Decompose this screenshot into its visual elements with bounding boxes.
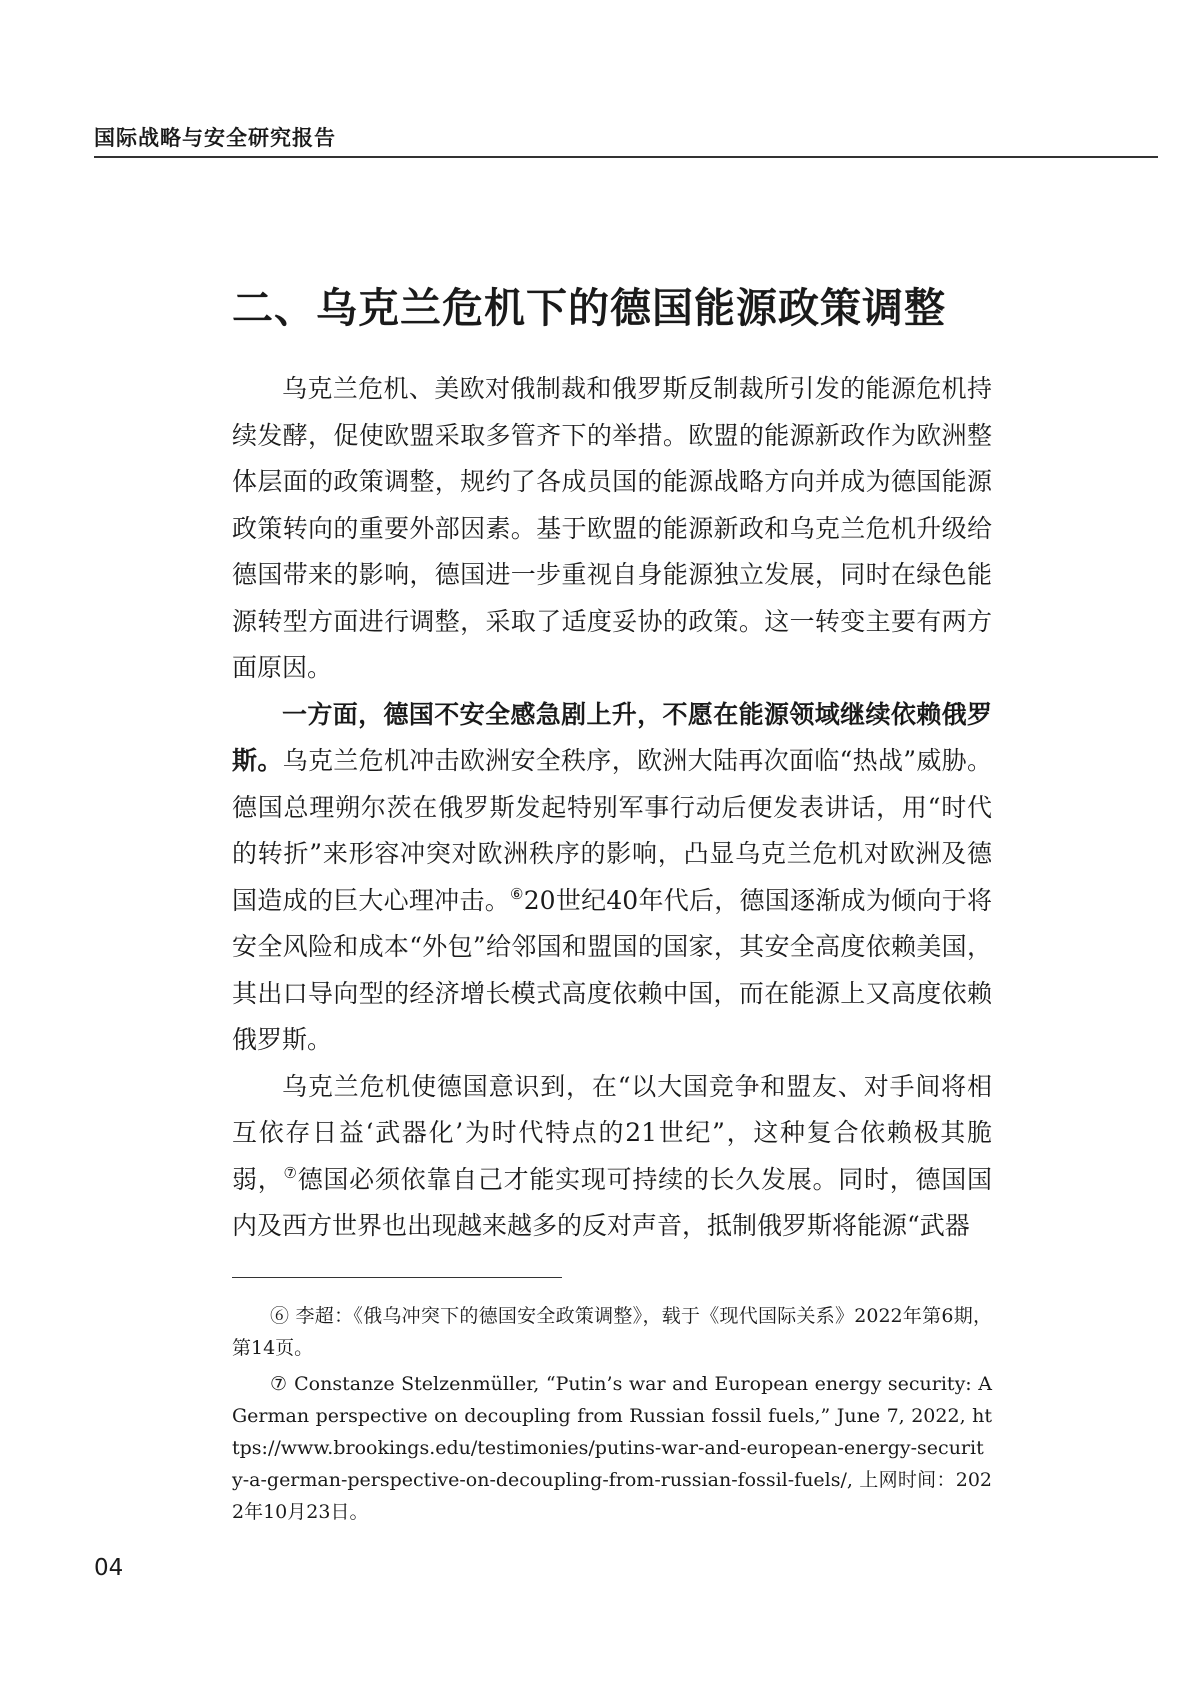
footnote-7: ⑦ Constanze Stelzenmüller, “Putin’s war and European energy security: A German perspective on decoupling from Russian fossil fuels,” June 7, 2022, https://www.brookings.edu/testimonies/putins-war-and-european-energy-security-a-german-perspective-on-decoupling-from-russian-fossil-fuels/, 上网时间：2022年10月23日。: [232, 1373, 992, 1523]
footnote-ref-7[interactable]: ⑦: [283, 1163, 298, 1182]
running-header: 国际战略与安全研究报告: [94, 126, 336, 150]
footnote-ref-6[interactable]: ⑥: [510, 884, 524, 903]
paragraph-3: [232, 1064, 992, 1250]
paragraph-3-text-a: 乌克兰危机使德国意识到，在“以大国竞争和盟友、对手间将相互依存日益‘武器化’为时代特点的21世纪”，这种复合依赖极其脆弱，: [232, 1071, 992, 1194]
paragraph-3-text-b: 德国必须依靠自己才能实现可持续的长久发展。同时，德国国内及西方世界也出现越来越多的反对声音，抵制俄罗斯将能源“武器: [232, 1164, 992, 1240]
paragraph-1: [232, 366, 992, 692]
footnote-6: ⑥ 李超：《俄乌冲突下的德国安全政策调整》，载于《现代国际关系》2022年第6期，第14页。: [232, 1305, 992, 1359]
paragraph-1-text: 乌克兰危机、美欧对俄制裁和俄罗斯反制裁所引发的能源危机持续发酵，促使欧盟采取多管齐下的举措。欧盟的能源新政作为欧洲整体层面的政策调整，规约了各成员国的能源战略方向并成为德国能源政策转向的重要外部因素。基于欧盟的能源新政和乌克兰危机升级给德国带来的影响，德国进一步重视自身能源独立发展，同时在绿色能源转型方面进行调整，采取了适度妥协的政策。这一转变主要有两方面原因。: [232, 374, 992, 682]
footnotes: [232, 1300, 992, 1532]
paragraph-2-lead: 一方面，德国不安全感急剧上升，不愿在能源领域继续依赖俄罗斯。: [232, 699, 992, 775]
paragraph-2: [232, 692, 992, 1064]
paragraph-2-text-b: 20世纪40年代后，德国逐渐成为倾向于将安全风险和成本“外包”给邻国和盟国的国家，其安全高度依赖美国，其出口导向型的经济增长模式高度依赖中国，而在能源上又高度依赖俄罗斯。: [232, 885, 992, 1054]
section-title: 二、乌克兰危机下的德国能源政策调整: [232, 284, 946, 332]
paragraph-2-text-a: 乌克兰危机冲击欧洲安全秩序，欧洲大陆再次面临“热战”威胁。德国总理朔尔茨在俄罗斯发起特别军事行动后便发表讲话，用“时代的转折”来形容冲突对欧洲秩序的影响，凸显乌克兰危机对欧洲及德国造成的巨大心理冲击。: [232, 746, 992, 915]
body-text: [232, 366, 992, 1250]
page-number: 04: [94, 1555, 124, 1581]
header-rule: [94, 156, 1158, 158]
footnote-rule: [232, 1277, 562, 1278]
